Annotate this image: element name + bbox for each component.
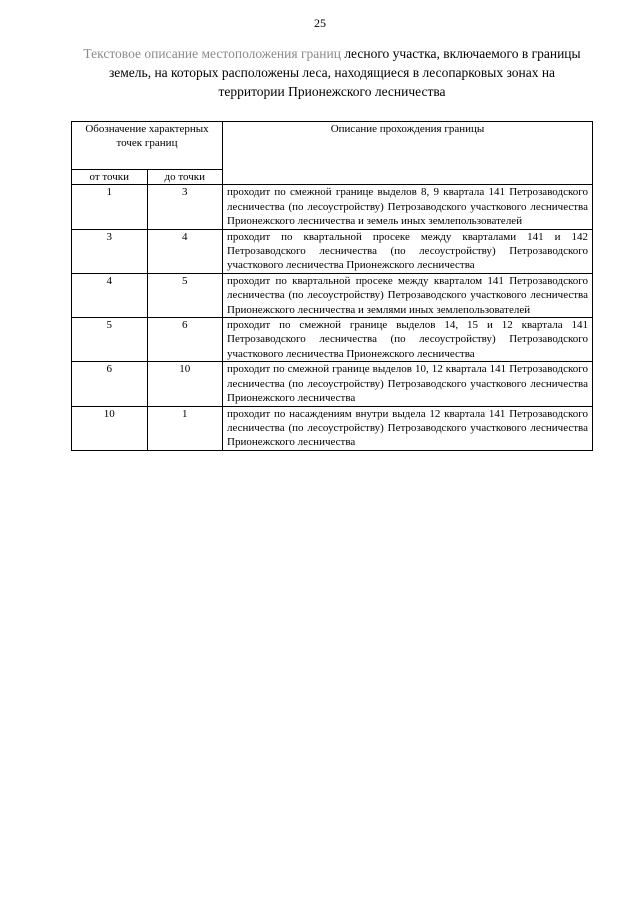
row-from-point: 3 <box>72 229 148 273</box>
row-to-point: 5 <box>147 273 223 317</box>
row-from-point: 6 <box>72 362 148 406</box>
row-to-point: 6 <box>147 318 223 362</box>
document-title <box>75 44 589 101</box>
table-row <box>72 229 593 273</box>
header-to-point: до точки <box>147 170 223 185</box>
row-description: проходит по квартальной просеке между кварталом 141 Петрозаводского лесничества (по лесоустройству) Петрозаводского участкового лесничества Прионежского лесничества и землями иных землепользователей <box>223 273 593 317</box>
header-points: Обозначение характерных точек границ <box>72 122 223 170</box>
row-to-point: 1 <box>147 406 223 450</box>
row-description: проходит по насаждениям внутри выдела 12 квартала 141 Петрозаводского лесничества (по лесоустройству) Петрозаводского участкового лесничества Прионежского лесничества <box>223 406 593 450</box>
row-to-point: 10 <box>147 362 223 406</box>
row-description: проходит по смежной границе выделов 10, 12 квартала 141 Петрозаводского лесничества (по лесоустройству) Петрозаводского участкового лесничества Прионежского лесничества <box>223 362 593 406</box>
boundary-description-table <box>71 121 593 451</box>
document-title-part-2: лесного участка, включаемого в границы земель, на которых расположены леса, находящиеся в лесопарковых зонах на территории Прионежского лесничества <box>108 46 581 99</box>
table-row <box>72 185 593 229</box>
header-description: Описание прохождения границы <box>223 122 593 185</box>
row-description: проходит по смежной границе выделов 14, 15 и 12 квартала 141 Петрозаводского лесничества (по лесоустройству) Петрозаводского участкового лесничества Прионежского лесничества <box>223 318 593 362</box>
table-row <box>72 406 593 450</box>
row-from-point: 4 <box>72 273 148 317</box>
table-row <box>72 273 593 317</box>
header-from-point: от точки <box>72 170 148 185</box>
row-from-point: 5 <box>72 318 148 362</box>
table-row <box>72 318 593 362</box>
row-to-point: 3 <box>147 185 223 229</box>
table-row <box>72 362 593 406</box>
document-title-part-1: Текстовое описание местоположения границ <box>83 46 341 61</box>
row-description: проходит по смежной границе выделов 8, 9 квартала 141 Петрозаводского лесничества (по лесоустройству) Петрозаводского участкового лесничества Прионежского лесничества и земель иных землепользователей <box>223 185 593 229</box>
row-to-point: 4 <box>147 229 223 273</box>
row-from-point: 1 <box>72 185 148 229</box>
row-description: проходит по квартальной просеке между кварталами 141 и 142 Петрозаводского лесничества (по лесоустройству) Петрозаводского участкового лесничества Прионежского лесничества <box>223 229 593 273</box>
page-number: 25 <box>314 16 326 30</box>
row-from-point: 10 <box>72 406 148 450</box>
table-header-row <box>72 122 593 170</box>
